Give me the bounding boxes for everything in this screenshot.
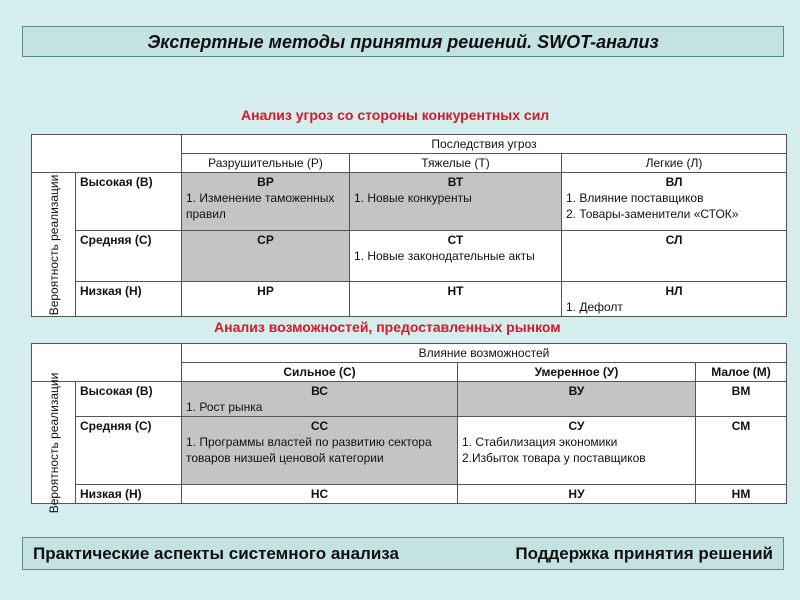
row-label: Низкая (Н) (76, 282, 182, 317)
matrix-cell (182, 382, 458, 417)
cell-code: ВР (257, 175, 274, 189)
footer-banner (22, 537, 784, 570)
matrix-cell (562, 231, 787, 282)
matrix-cell (696, 382, 787, 417)
matrix-cell (182, 417, 458, 485)
column-header: Разрушительные (Р) (182, 154, 350, 173)
title-banner (22, 26, 784, 57)
matrix-cell (562, 173, 787, 231)
cell-code: ВЛ (665, 175, 683, 189)
cell-code: СЛ (665, 233, 683, 247)
row-axis-label-cell (32, 372, 76, 513)
column-header: Малое (М) (696, 363, 787, 382)
threats-caption: Анализ угроз со стороны конкурентных сил (241, 107, 550, 123)
row-label: Высокая (В) (76, 173, 182, 231)
opportunities-group-header: Влияние возможностей (182, 344, 787, 363)
cell-code: ВМ (731, 384, 751, 398)
row-axis-label: Вероятность реализации (46, 372, 61, 513)
cell-code: СС (310, 419, 329, 433)
cell-code: НР (257, 284, 274, 298)
cell-code: НТ (447, 284, 464, 298)
threats-group-header: Последствия угроз (182, 135, 787, 154)
matrix-cell (350, 282, 562, 317)
threats-table (31, 134, 787, 317)
matrix-cell (458, 485, 696, 504)
cell-item: 1. Программы властей по развитию сектора товаров низшей ценовой категории (186, 435, 432, 465)
opportunities-table (31, 343, 787, 513)
cell-item: 2. Товары-заменители «СТОК» (566, 207, 739, 221)
cell-code: СР (257, 233, 274, 247)
matrix-cell (696, 485, 787, 504)
cell-code: НС (310, 487, 329, 501)
cell-code: СТ (447, 233, 464, 247)
footer-section-title: Поддержка принятия решений (515, 544, 773, 563)
cell-code: НУ (568, 487, 585, 501)
cell-code: СМ (731, 419, 751, 433)
corner-cell (32, 135, 182, 173)
row-axis-label-cell (32, 173, 76, 317)
cell-item: 1. Рост рынка (186, 400, 263, 414)
column-header: Легкие (Л) (562, 154, 787, 173)
cell-item: 1. Влияние поставщиков (566, 191, 704, 205)
column-header: Тяжелые (Т) (350, 154, 562, 173)
cell-item: 1. Изменение таможенных правил (186, 191, 335, 221)
cell-item: 2.Избыток товара у поставщиков (462, 451, 646, 465)
matrix-cell (562, 282, 787, 317)
column-header: Умеренное (У) (458, 363, 696, 382)
cell-item: 1. Дефолт (566, 300, 623, 314)
matrix-cell (350, 231, 562, 282)
footer-course-title: Практические аспекты системного анализа (33, 544, 399, 563)
matrix-cell (350, 173, 562, 231)
row-label: Средняя (С) (76, 231, 182, 282)
matrix-cell (182, 173, 350, 231)
matrix-cell (458, 417, 696, 485)
cell-item: 1. Стабилизация экономики (462, 435, 618, 449)
row-label: Низкая (Н) (76, 485, 182, 504)
cell-item: 1. Новые законодательные акты (354, 249, 535, 263)
cell-code: НЛ (665, 284, 683, 298)
matrix-cell (696, 417, 787, 485)
cell-code: НМ (731, 487, 751, 501)
cell-item: 1. Новые конкуренты (354, 191, 472, 205)
row-axis-label: Вероятность реализации (46, 174, 61, 315)
matrix-cell (458, 382, 696, 417)
page-title: Экспертные методы принятия решений. SWOT-анализ (147, 32, 659, 52)
cell-code: СУ (568, 419, 585, 433)
row-label: Высокая (В) (76, 382, 182, 417)
cell-code: ВУ (568, 384, 585, 398)
matrix-cell (182, 485, 458, 504)
row-label: Средняя (С) (76, 417, 182, 485)
column-header: Сильное (С) (182, 363, 458, 382)
opportunities-caption: Анализ возможностей, предоставленных рынком (214, 319, 561, 335)
cell-code: ВС (311, 384, 328, 398)
cell-code: ВТ (447, 175, 464, 189)
matrix-cell (182, 231, 350, 282)
matrix-cell (182, 282, 350, 317)
